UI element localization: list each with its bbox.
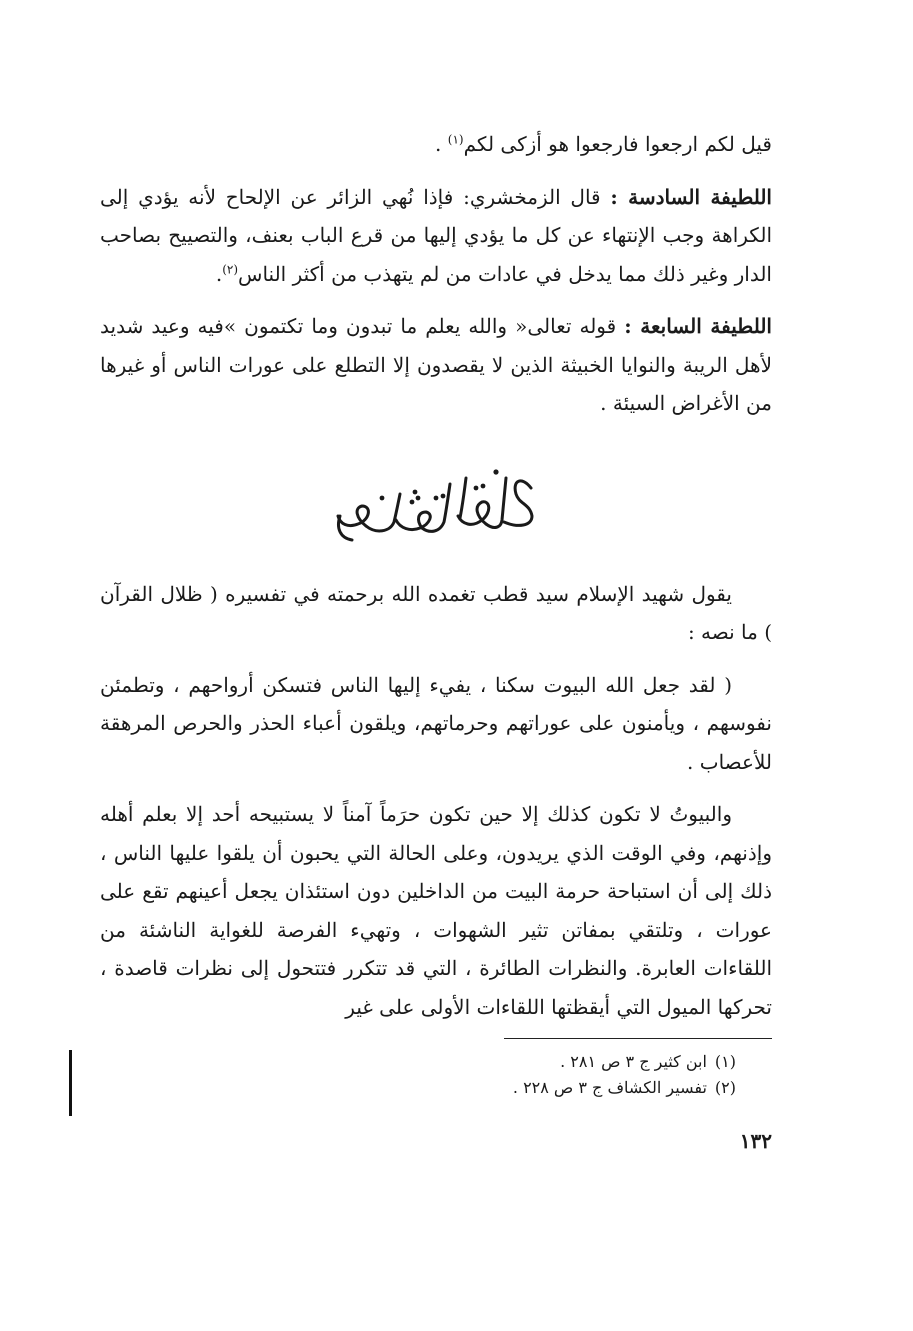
footnotes	[100, 1049, 772, 1101]
footnote-item	[100, 1049, 736, 1075]
paragraph-quran-quote	[100, 125, 772, 164]
paragraph-end: .	[215, 261, 223, 286]
paragraph-text: قال الزمخشري: فإذا نُهي الزائر عن الإلحاح لأنه يؤدي إلى الكراهة وجب الإنتهاء عن كل ما يؤدي إليها من قرع الباب بعنف، والتصييح بصاحب الدار وغير ذلك مما يدخل في عادات من لم يتهذب من أكثر الناس	[100, 184, 772, 286]
calligraphy-heading	[100, 453, 772, 553]
footnote-number: (٢)	[714, 1078, 736, 1097]
paragraph-text: ( لقد جعل الله البيوت سكنا ، يفيء إليها الناس فتسكن أرواحهم ، وتطمئن نفوسهم ، ويأمنون على عوراتهم وحرماتهم، ويلقون أعباء الحذر والحرص المرهقة للأعصاب .	[100, 672, 772, 774]
footnote-item	[100, 1075, 736, 1101]
margin-mark	[69, 1050, 72, 1116]
footnote-text: تفسير الكشاف ج ٣ ص ٢٢٨ .	[512, 1078, 707, 1097]
footnote-ref: (٢)	[222, 261, 239, 276]
paragraph-text: قوله تعالى« والله يعلم ما تبدون وما تكتمون »فيه وعيد شديد لأهل الريبة والنوايا الخبيثة الذين لا يقصدون إلا التطلع على عورات الناس أو غيرها من الأغراض السيئة .	[100, 314, 772, 415]
footnote-number: (١)	[714, 1052, 736, 1071]
paragraph-seventh-point	[100, 307, 772, 423]
paragraph-end: .	[435, 132, 448, 156]
page-number: ١٣٢	[739, 1129, 772, 1153]
paragraph-heading: اللطيفة السادسة :	[610, 184, 772, 209]
paragraph-sixth-point	[100, 178, 772, 294]
paragraph-heading: اللطيفة السابعة :	[624, 314, 772, 338]
paragraph-text: قيل لكم ارجعوا فارجعوا هو أزكى لكم	[463, 132, 772, 156]
paragraph-sayyid-qutb-intro	[100, 575, 772, 652]
book-page	[100, 125, 772, 1153]
paragraph-homes-sanctity	[100, 795, 772, 1026]
footnote-text: ابن كثير ج ٣ ص ٢٨١ .	[560, 1052, 707, 1071]
paragraph-text: والبيوتُ لا تكون كذلك إلا حين تكون حرَماً آمناً لا يستبيحه أحد إلا بعلم أهله وإذنهم، وفي الوقت الذي يريدون، وعلى الحالة التي يحبون أن يلقوا عليها الناس ، ذلك إلى أن استباحة حرمة البيت من الداخلين دون استئذان يجعل أعينهم تقع على عورات ، وتلتقي بمفاتن تثير الشهوات ، وتهيء الفرصة للغواية الناشئة من اللقاءات العابرة. والنظرات الطائرة ، التي قد تتكرر فتتحول إلى نظرات قاصدة ، تحركها الميول التي أيقظتها اللقاءات الأولى على غير	[100, 802, 772, 1019]
calligraphy-image	[326, 458, 546, 548]
paragraph-text: يقول شهيد الإسلام سيد قطب تغمده الله برحمته في تفسيره ( ظلال القرآن ) ما نصه :	[100, 581, 772, 644]
footnote-ref: (١)	[447, 132, 464, 147]
footnote-divider	[504, 1038, 772, 1039]
paragraph-quote-homes	[100, 666, 772, 782]
